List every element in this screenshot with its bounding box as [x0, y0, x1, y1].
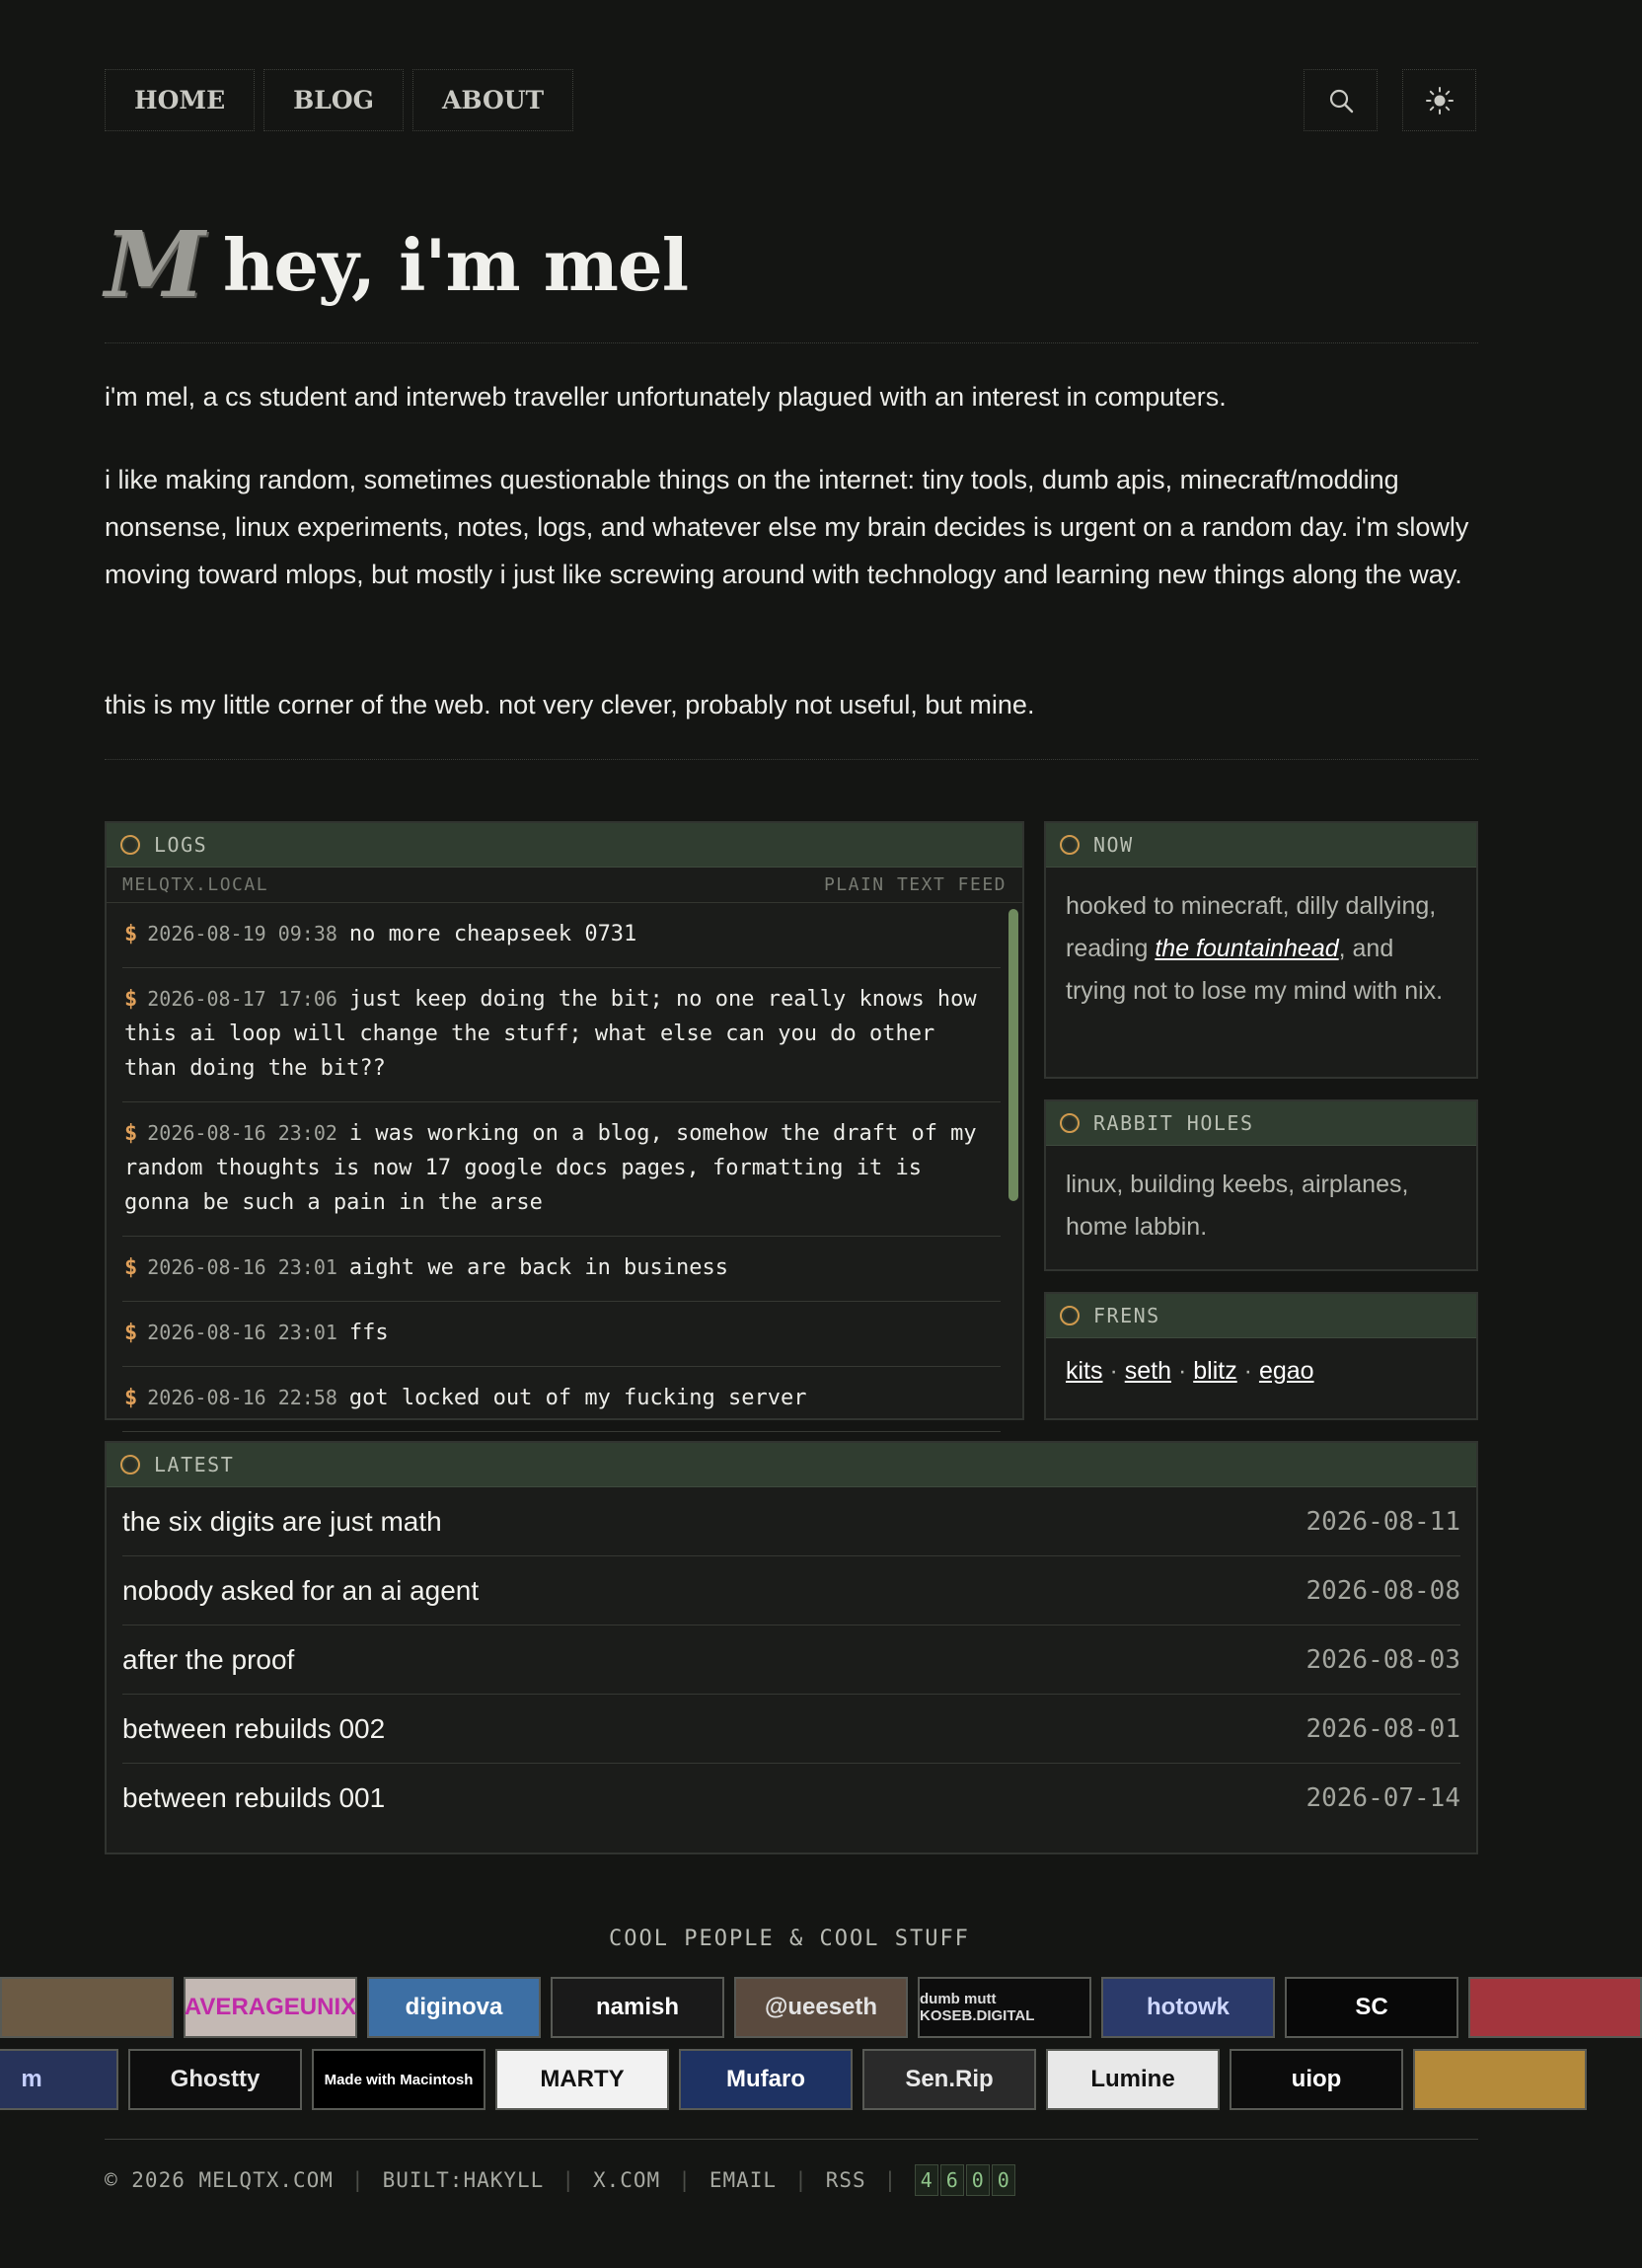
cool-badge[interactable]: Lumine [1046, 2049, 1220, 2110]
log-text: no more cheapseek 0731 [348, 922, 637, 946]
page-header [105, 211, 689, 318]
post-title[interactable]: between rebuilds 002 [122, 1712, 386, 1744]
main-nav [105, 69, 573, 131]
badge-row [21, 2049, 1535, 2110]
cool-badge[interactable]: m [0, 2049, 118, 2110]
post-date: 2026-08-01 [1306, 1713, 1460, 1744]
nav-blog[interactable]: BLOG [263, 69, 404, 131]
log-entry [122, 903, 1001, 968]
log-entry [122, 1302, 1001, 1367]
logs-host: MELQTX.LOCAL [122, 874, 269, 895]
post-row[interactable] [122, 1764, 1460, 1833]
latest-panel [105, 1441, 1478, 1854]
logs-panel [105, 821, 1024, 1420]
fren-link-egao[interactable]: egao [1258, 1357, 1314, 1385]
log-text: got locked out of my fucking server [348, 1386, 807, 1410]
latest-title: LATEST [154, 1453, 235, 1476]
prompt-symbol: $ [124, 1386, 138, 1410]
sun-icon [1425, 86, 1455, 115]
separator: | [561, 2168, 575, 2192]
log-text: ffs [348, 1321, 389, 1345]
post-title[interactable]: the six digits are just math [122, 1505, 442, 1537]
now-title: NOW [1093, 833, 1134, 857]
cool-badge[interactable]: namish [551, 1977, 724, 2038]
log-entry [122, 1237, 1001, 1302]
log-date: 2026-08-16 23:01 [147, 1255, 337, 1279]
cool-badge[interactable]: uiop [1230, 2049, 1403, 2110]
bullet-icon [1060, 1306, 1080, 1325]
cool-badge[interactable]: AVERAGEUNIX [184, 1977, 357, 2038]
log-entry [122, 1102, 1001, 1237]
separator: | [678, 2168, 692, 2192]
counter-digit: 6 [940, 2164, 964, 2196]
divider [105, 759, 1478, 760]
separator: | [883, 2168, 898, 2192]
fren-link-kits[interactable]: kits [1066, 1357, 1103, 1385]
separator: | [350, 2168, 365, 2192]
logs-list[interactable] [107, 903, 1022, 1416]
footer [105, 2163, 1015, 2197]
rabbit-holes-text: linux, building keebs, airplanes, home labbin. [1066, 1171, 1409, 1241]
cool-badge[interactable]: Mufaro [679, 2049, 853, 2110]
bullet-icon [120, 1455, 140, 1474]
search-button[interactable] [1304, 69, 1378, 131]
post-row[interactable] [122, 1695, 1460, 1764]
divider [105, 342, 1478, 343]
cool-badge[interactable]: dumb mutt KOSEB.DIGITAL [918, 1977, 1091, 2038]
page-title: hey, i'm mel [222, 222, 689, 307]
nav-actions [1304, 69, 1476, 131]
plain-text-feed-link[interactable]: PLAIN TEXT FEED [823, 874, 1007, 895]
blackletter-monogram: M [105, 211, 205, 318]
cool-badge[interactable]: @ueeseth [734, 1977, 908, 2038]
frens-panel [1044, 1292, 1478, 1420]
prompt-symbol: $ [124, 1121, 138, 1146]
log-text: just keep doing the bit; no one really knows how this ai loop will change the stuff; what else can you do other than doing the bit?? [124, 987, 977, 1081]
frens-header [1046, 1294, 1476, 1338]
email-link[interactable]: EMAIL [709, 2168, 778, 2192]
frens-list [1046, 1338, 1476, 1410]
post-date: 2026-08-11 [1306, 1506, 1460, 1537]
separator: · [1243, 1357, 1252, 1385]
prompt-symbol: $ [124, 987, 138, 1012]
latest-header [107, 1443, 1476, 1487]
logs-scrollbar[interactable] [1008, 909, 1018, 1201]
cool-badge[interactable] [1413, 2049, 1587, 2110]
logs-title: LOGS [154, 833, 208, 857]
search-icon [1327, 87, 1355, 114]
rabbit-holes-header [1046, 1101, 1476, 1146]
nav-home[interactable]: HOME [105, 69, 255, 131]
badge-row [43, 1977, 1535, 2038]
bullet-icon [120, 835, 140, 855]
now-panel [1044, 821, 1478, 1079]
post-row[interactable] [122, 1625, 1460, 1695]
post-date: 2026-07-14 [1306, 1783, 1460, 1813]
cool-stuff-heading: COOL PEOPLE & COOL STUFF [609, 1927, 970, 1951]
built-with-link[interactable]: BUILT:HAKYLL [382, 2168, 545, 2192]
fren-link-seth[interactable]: seth [1124, 1357, 1171, 1385]
x-link[interactable]: X.COM [592, 2168, 661, 2192]
fren-link-blitz[interactable]: blitz [1193, 1357, 1237, 1385]
theme-toggle-button[interactable] [1402, 69, 1476, 131]
cool-badge[interactable] [0, 1977, 174, 2038]
counter-digit: 0 [966, 2164, 990, 2196]
frens-title: FRENS [1093, 1304, 1160, 1327]
separator: | [794, 2168, 808, 2192]
log-date: 2026-08-16 22:58 [147, 1386, 337, 1409]
counter-digit: 4 [915, 2164, 938, 2196]
post-date: 2026-08-08 [1306, 1575, 1460, 1606]
logs-header [107, 823, 1022, 868]
log-date: 2026-08-16 23:01 [147, 1321, 337, 1344]
log-date: 2026-08-17 17:06 [147, 987, 337, 1011]
copyright: © 2026 MELQTX.COM [105, 2168, 334, 2192]
book-link[interactable]: the fountainhead [1155, 935, 1339, 962]
cool-badge[interactable]: Sen.Rip [862, 2049, 1036, 2110]
log-text: i was working on a blog, somehow the draft of my random thoughts is now 17 google docs pages, formatting it is gonna be such a pain in the arse [124, 1121, 977, 1215]
intro-paragraph-2: i like making random, sometimes questionable things on the internet: tiny tools, dumb apis, minecraft/modding nonsense, linux experiments, notes, logs, and whatever else my brain decides is urgent on a random day. i'm slowly moving toward mlops, but mostly i just like screwing around with technology and learning new things along the way. [105, 465, 1469, 589]
now-text-before: hooked to minecraft, dilly dallying, reading [1066, 892, 1437, 962]
post-date: 2026-08-03 [1306, 1644, 1460, 1675]
log-entry [122, 968, 1001, 1102]
post-title[interactable]: between rebuilds 001 [122, 1782, 386, 1813]
now-text-after: , and trying not to lose my mind with nix. [1066, 935, 1444, 1005]
cool-badge[interactable]: SC [1285, 1977, 1458, 2038]
post-row[interactable] [122, 1556, 1460, 1625]
separator: · [1177, 1357, 1187, 1385]
separator: · [1109, 1357, 1118, 1385]
prompt-symbol: $ [124, 922, 138, 946]
post-title[interactable]: after the proof [122, 1643, 295, 1675]
visitor-counter [915, 2164, 1015, 2196]
cool-badge[interactable]: Made with Macintosh [312, 2049, 485, 2110]
now-header [1046, 823, 1476, 868]
nav-about[interactable]: ABOUT [412, 69, 573, 131]
rss-link[interactable]: RSS [825, 2168, 866, 2192]
footer-divider [105, 2139, 1478, 2140]
log-entry [122, 1367, 1001, 1432]
cool-badge[interactable]: MARTY [495, 2049, 669, 2110]
bullet-icon [1060, 1113, 1080, 1133]
log-text: aight we are back in business [348, 1255, 729, 1280]
post-row[interactable] [122, 1487, 1460, 1556]
cool-badge[interactable] [1468, 1977, 1642, 2038]
intro-paragraph-1: i'm mel, a cs student and interweb traveller unfortunately plagued with an interest in computers. [105, 382, 1227, 412]
prompt-symbol: $ [124, 1321, 138, 1345]
latest-posts-list [107, 1487, 1476, 1833]
intro-paragraph-3: this is my little corner of the web. not very clever, probably not useful, but mine. [105, 690, 1035, 719]
log-date: 2026-08-16 23:02 [147, 1121, 337, 1145]
rabbit-holes-title: RABBIT HOLES [1093, 1111, 1254, 1135]
log-date: 2026-08-19 09:38 [147, 922, 337, 945]
rabbit-holes-panel [1044, 1099, 1478, 1271]
prompt-symbol: $ [124, 1255, 138, 1280]
now-text [1046, 868, 1476, 1030]
counter-digit: 0 [992, 2164, 1015, 2196]
cool-badge[interactable]: diginova [367, 1977, 541, 2038]
cool-badge[interactable]: hotowk [1101, 1977, 1275, 2038]
post-title[interactable]: nobody asked for an ai agent [122, 1574, 480, 1606]
logs-subheader [107, 868, 1022, 903]
bullet-icon [1060, 835, 1080, 855]
cool-badge[interactable]: Ghostty [128, 2049, 302, 2110]
